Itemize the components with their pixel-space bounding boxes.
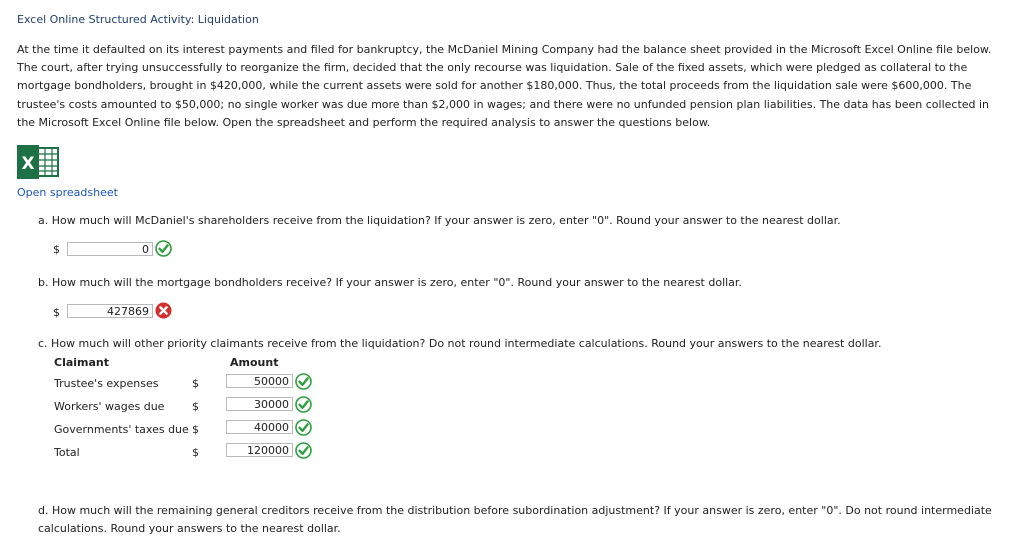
page-title: Excel Online Structured Activity: Liquidation xyxy=(17,13,259,26)
claimant-label: Governments' taxes due xyxy=(54,423,189,436)
check-icon xyxy=(295,442,312,459)
excel-icon[interactable] xyxy=(16,145,60,179)
claimant-amount-input[interactable]: 40000 xyxy=(226,420,293,434)
question-b-input[interactable]: 427869 xyxy=(67,304,153,318)
intro-paragraph: At the time it defaulted on its interest payments and filed for bankruptcy, the McDaniel Mining Company had the balance sheet provided in the Microsoft Excel Online file below. The court, after trying unsuccessfully to reorganize the firm, decided that the only recourse was liquidation. Sale of the fixed assets, which were pledged as collateral to the mortgage bondholders, brought in $420,000, while the current assets were sold for another $180,000. Thus, the total proceeds from the liquidation sale were $600,000. The trustee's costs amounted to $50,000; no single worker was due more than $2,000 in wages; and there were no unfunded pension plan liabilities. The data has been collected in the Microsoft Excel Online file below. Open the spreadsheet and perform the required analysis to answer the questions below. xyxy=(17,43,992,129)
open-spreadsheet-link[interactable]: Open spreadsheet xyxy=(17,186,118,199)
question-b-currency: $ xyxy=(53,306,60,319)
check-icon xyxy=(155,240,172,257)
check-icon xyxy=(295,419,312,436)
claimant-currency: $ xyxy=(192,446,199,459)
question-d-text: d. How much will the remaining general creditors receive from the distribution before subordination adjustment? If your answer is zero, enter "0". Do not round intermediate calculations. Round your answers to the nearest dollar. xyxy=(38,504,992,535)
question-c-text: c. How much will other priority claimants receive from the liquidation? Do not round intermediate calculations. Round your answers to the nearest dollar. xyxy=(38,337,882,350)
total-amount-input[interactable]: 120000 xyxy=(226,443,293,457)
check-icon xyxy=(295,396,312,413)
question-a-input[interactable]: 0 xyxy=(67,242,153,256)
svg-text:X: X xyxy=(21,154,35,174)
claimant-label: Total xyxy=(54,446,80,459)
claimant-amount-input[interactable]: 50000 xyxy=(226,374,293,388)
question-a-currency: $ xyxy=(53,243,60,256)
amount-header: Amount xyxy=(230,356,279,369)
claimant-label: Workers' wages due xyxy=(54,400,165,413)
question-a-text: a. How much will McDaniel's shareholders receive from the liquidation? If your answer is zero, enter "0". Round your answer to the nearest dollar. xyxy=(38,214,841,227)
check-icon xyxy=(295,373,312,390)
incorrect-icon xyxy=(155,302,172,319)
claimant-label: Trustee's expenses xyxy=(54,377,159,390)
claimant-header: Claimant xyxy=(54,356,110,369)
claimant-currency: $ xyxy=(192,400,199,413)
question-b-text: b. How much will the mortgage bondholders receive? If your answer is zero, enter "0". Round your answer to the nearest dollar. xyxy=(38,276,742,289)
claimant-amount-input[interactable]: 30000 xyxy=(226,397,293,411)
claimant-currency: $ xyxy=(192,423,199,436)
claimant-currency: $ xyxy=(192,377,199,390)
